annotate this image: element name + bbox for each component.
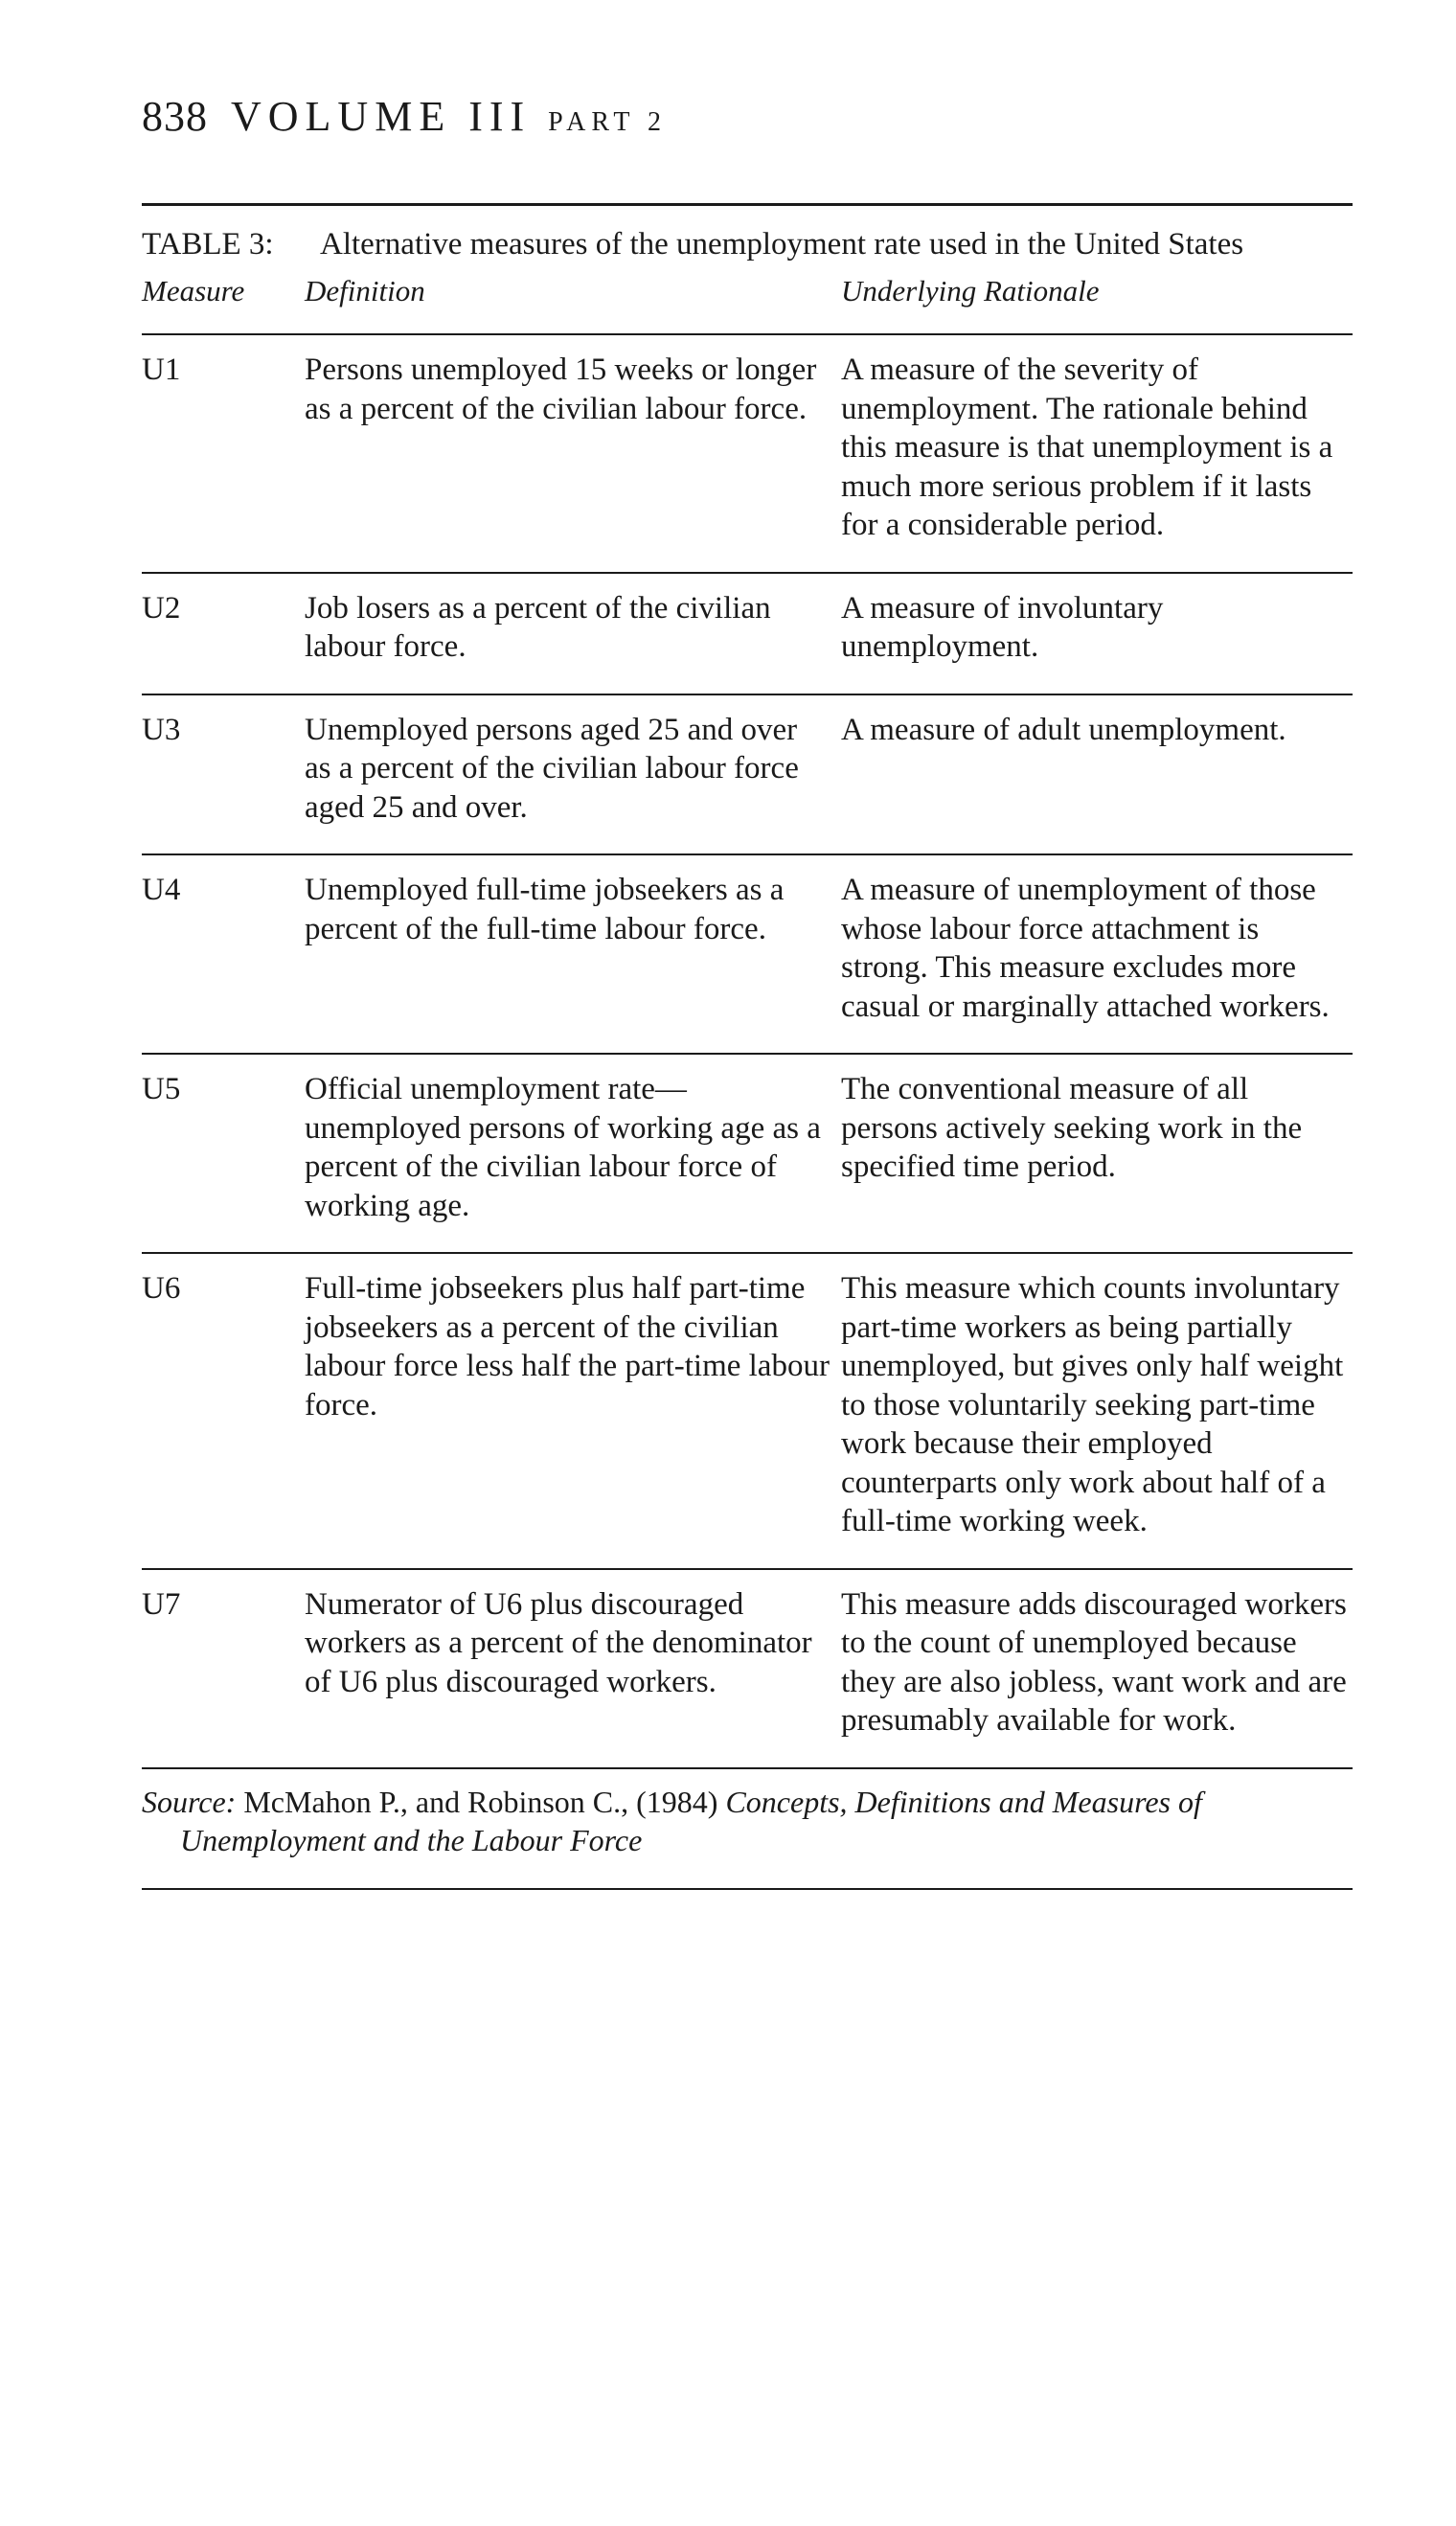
table-column-headers <box>142 274 1353 333</box>
top-rule <box>142 203 1353 206</box>
rationale-cell: A measure of involuntary unemployment. <box>841 590 1164 664</box>
table-row <box>142 855 1353 1053</box>
definition-cell: Full-time jobseekers plus half part-time jobseekers as a percent of the civilian labour force less half the part-time labour force. <box>305 1271 830 1422</box>
measure-cell: U7 <box>142 1586 181 1622</box>
column-header-definition: Definition <box>305 274 425 307</box>
rationale-cell: A measure of the severity of unemployment. The rationale behind this measure is that unemployment is a much more serious problem if it lasts for a considerable period. <box>841 353 1333 542</box>
table-row <box>142 1254 1353 1568</box>
rationale-cell: A measure of unemployment of those whose labour force attachment is strong. This measure excludes more casual or marginally attached workers. <box>841 873 1330 1024</box>
definition-cell: Official unemployment rate—unemployed persons of working age as a percent of the civilian labour force of working age. <box>305 1072 821 1223</box>
rationale-cell: This measure adds discouraged workers to the count of unemployed because they are also jobless, want work and are presumably available for work. <box>841 1586 1347 1738</box>
table-row <box>142 335 1353 572</box>
measure-cell: U3 <box>142 712 181 747</box>
table-row <box>142 695 1353 854</box>
page-number: 838 <box>142 93 208 140</box>
column-header-measure: Measure <box>142 274 245 307</box>
source-authors: McMahon P., and Robinson C., (1984) <box>243 1784 718 1819</box>
measure-cell: U5 <box>142 1072 181 1106</box>
definition-cell: Unemployed full-time jobseekers as a percent of the full-time labour force. <box>305 873 785 946</box>
running-head <box>142 92 667 141</box>
measure-cell: U6 <box>142 1271 181 1306</box>
table-source-note <box>142 1769 1353 1888</box>
definition-cell: Numerator of U6 plus discouraged workers as a percent of the denominator of U6 plus discouraged workers. <box>305 1586 812 1699</box>
table-row <box>142 1570 1353 1767</box>
definition-cell: Unemployed persons aged 25 and over as a percent of the civilian labour force aged 25 and over. <box>305 712 799 825</box>
table-caption-title: Alternative measures of the unemployment rate used in the United States <box>320 227 1244 262</box>
part-label: PART 2 <box>548 107 667 137</box>
definition-cell: Persons unemployed 15 weeks or longer as a percent of the civilian labour force. <box>305 353 817 426</box>
measure-cell: U1 <box>142 353 181 387</box>
table-caption <box>142 227 1353 262</box>
source-label: Source: <box>142 1784 237 1819</box>
unemployment-measures-table <box>142 203 1353 1890</box>
volume-label: VOLUME III <box>231 93 532 140</box>
table-caption-label: TABLE 3: <box>142 227 274 262</box>
rationale-cell: This measure which counts involuntary part-time workers as being partially unemployed, but gives only half weight to those voluntarily seeking part-time work because their employed counterparts only work about half of a full-time working week. <box>841 1271 1344 1538</box>
definition-cell: Job losers as a percent of the civilian labour force. <box>305 590 771 664</box>
bottom-rule <box>142 1888 1353 1890</box>
measure-cell: U4 <box>142 873 181 907</box>
source-title: Concepts, Definitions and Measures of Unemployment and the Labour Force <box>180 1784 1202 1857</box>
measure-cell: U2 <box>142 590 181 626</box>
table-row <box>142 574 1353 694</box>
column-header-rationale: Underlying Rationale <box>841 274 1100 307</box>
rationale-cell: The conventional measure of all persons actively seeking work in the specified time period. <box>841 1072 1303 1184</box>
table-row <box>142 1055 1353 1252</box>
rationale-cell: A measure of adult unemployment. <box>841 712 1286 747</box>
